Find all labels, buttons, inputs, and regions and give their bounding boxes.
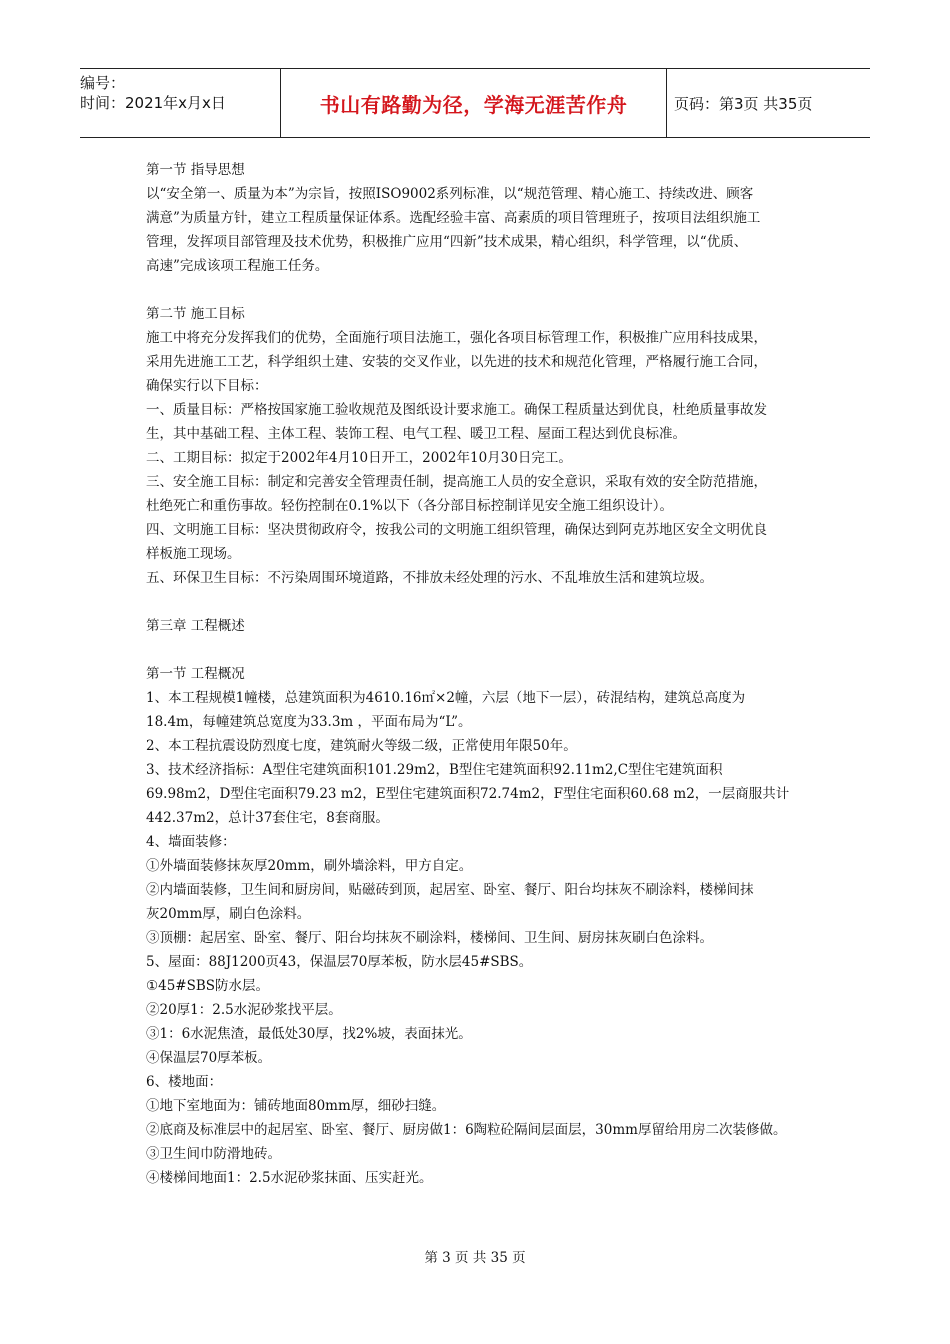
body-text-line: 18.4m，每幢建筑总宽度为33.3m ，平面布局为“L”。	[146, 714, 472, 730]
body-text-line: ③顶棚：起居室、卧室、餐厅、阳台均抹灰不刷涂料，楼梯间、卫生间、厨房抹灰刷白色涂料。	[146, 930, 713, 946]
body-text-line: ④楼梯间地面1：2.5水泥砂浆抹面、压实赶光。	[146, 1170, 433, 1186]
body-text-line: ④保温层70厚苯板。	[146, 1050, 272, 1066]
body-text-line: 69.98m2，D型住宅面积79.23 m2，E型住宅建筑面积72.74m2，F型住宅面积60.68 m2，一层商服共计	[146, 786, 790, 802]
body-text-line: ②底商及标准层中的起居室、卧室、餐厅、厨房做1：6陶粒砼隔间层面层，30mm厚留给用房二次装修做。	[146, 1122, 787, 1138]
body-text-line: 6、楼地面：	[146, 1074, 223, 1090]
body-text-line: 第一节 工程概况	[146, 666, 245, 682]
body-text-line: 施工中将充分发挥我们的优势，全面施行项目法施工，强化各项目标管理工作，积极推广应用科技成果，	[146, 330, 767, 346]
body-text-line: 2、本工程抗震设防烈度七度，建筑耐火等级二级，正常使用年限50年。	[146, 738, 577, 754]
body-text-line: 四、文明施工目标：坚决贯彻政府令，按我公司的文明施工组织管理，确保达到阿克苏地区安全文明优良	[146, 522, 767, 538]
body-text-line: ①45#SBS防水层。	[146, 978, 270, 994]
body-text-line: 杜绝死亡和重伤事故。轻伤控制在0.1%以下（各分部目标控制详见安全施工组织设计）。	[146, 498, 674, 514]
body-text-line: 第一节 指导思想	[146, 162, 245, 178]
body-text-line: 灰20mm厚，刷白色涂料。	[146, 906, 311, 922]
body-text-line: 4、墙面装修：	[146, 834, 236, 850]
paragraph-gap	[146, 590, 822, 614]
document-number-label: 编号：	[80, 74, 126, 92]
body-text-line: 采用先进施工工艺，科学组织土建、安装的交叉作业，以先进的技术和规范化管理，严格履行施工合同，	[146, 354, 767, 370]
body-text-line: 1、本工程规模1幢楼，总建筑面积为4610.16㎡×2幢，六层（地下一层），砖混结构，建筑总高度为	[146, 690, 746, 706]
body-text-line: ①外墙面装修抹灰厚20mm，刷外墙涂料，甲方自定。	[146, 858, 473, 874]
body-text-line: 3、技术经济指标：A型住宅建筑面积101.29m2，B型住宅建筑面积92.11m2,C型住宅建筑面积	[146, 762, 723, 778]
body-text-line: 样板施工现场。	[146, 546, 241, 562]
body-text-line: 满意”为质量方针，建立工程质量保证体系。选配经验丰富、高素质的项目管理班子，按项目法组织施工	[146, 210, 761, 226]
header-page-number: 页码：第3页 共35页	[674, 94, 813, 113]
header-motto: 书山有路勤为径，学海无涯苦作舟	[280, 69, 667, 137]
body-text-line: 以“安全第一、质量为本”为宗旨，按照ISO9002系列标准，以“规范管理、精心施工、持续改进、顾客	[146, 186, 754, 202]
body-text-line: ③卫生间巾防滑地砖。	[146, 1146, 281, 1162]
page-header	[80, 68, 870, 138]
body-text-line: 二、工期目标：拟定于2002年4月10日开工，2002年10月30日完工。	[146, 450, 572, 466]
body-text-line: 442.37m2，总计37套住宅，8套商服。	[146, 810, 389, 826]
paragraph-gap	[146, 278, 822, 302]
body-text-line: ①地下室地面为：铺砖地面80mm厚，细砂扫缝。	[146, 1098, 446, 1114]
body-text-line: 第三章 工程概述	[146, 618, 245, 634]
body-text-line: 高速”完成该项工程施工任务。	[146, 258, 329, 274]
document-body	[146, 158, 822, 1190]
body-text-line: 三、安全施工目标：制定和完善安全管理责任制，提高施工人员的安全意识，采取有效的安全防范措施，	[146, 474, 767, 490]
header-meta	[80, 69, 280, 137]
body-text-line: 管理，发挥项目部管理及技术优势，积极推广应用“四新”技术成果，精心组织，科学管理，以“优质、	[146, 234, 748, 250]
body-text-line: ③1：6水泥焦渣，最低处30厚，找2%坡，表面抹光。	[146, 1026, 472, 1042]
body-text-line: 第二节 施工目标	[146, 306, 245, 322]
body-text-line: 一、质量目标：严格按国家施工验收规范及图纸设计要求施工。确保工程质量达到优良，杜绝质量事故发	[146, 402, 767, 418]
body-text-line: 确保实行以下目标：	[146, 378, 268, 394]
body-text-line: 生，其中基础工程、主体工程、装饰工程、电气工程、暖卫工程、屋面工程达到优良标准。	[146, 426, 686, 442]
body-text-line: ②20厚1：2.5水泥砂浆找平层。	[146, 1002, 342, 1018]
paragraph-gap	[146, 638, 822, 662]
page-footer: 第 3 页 共 35 页	[424, 1250, 526, 1266]
body-text-line: 五、环保卫生目标：不污染周围环境道路，不排放未经处理的污水、不乱堆放生活和建筑垃圾。	[146, 570, 713, 586]
document-time-label: 时间：2021年x月x日	[80, 94, 226, 112]
body-text-line: 5、屋面：88J1200页43，保温层70厚苯板，防水层45#SBS。	[146, 954, 533, 970]
body-text-line: ②内墙面装修，卫生间和厨房间，贴磁砖到顶，起居室、卧室、餐厅、阳台均抹灰不刷涂料，楼梯间抹	[146, 882, 754, 898]
